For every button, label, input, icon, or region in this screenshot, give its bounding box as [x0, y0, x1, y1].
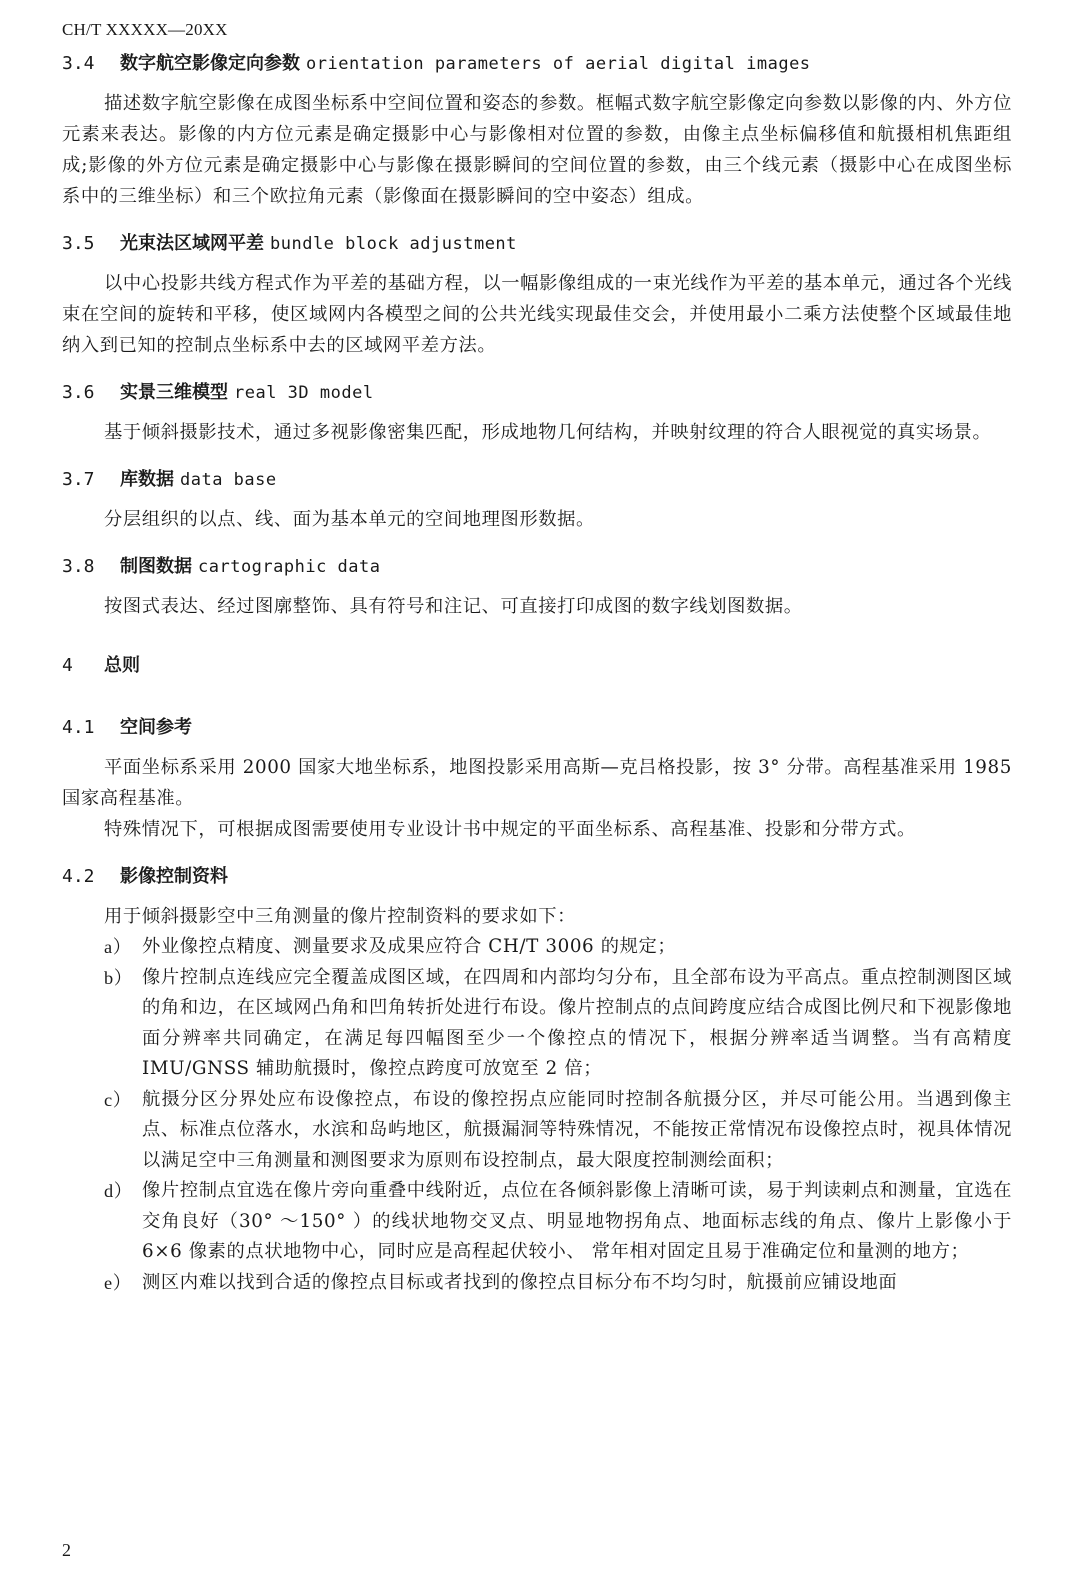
paragraph: 特殊情况下，可根据成图需要使用专业设计书中规定的平面坐标系、高程基准、投影和分带方式。 — [104, 819, 916, 840]
list-item-text: 航摄分区分界处应布设像控点，布设的像控拐点应能同时控制各航摄分区，并尽可能公用。当遇到像主点、标准点位落水，水滨和岛屿地区，航摄漏洞等特殊情况，不能按正常情况布设像控点时，视具体情况以满足空中三角测量和测图要求为原则布设控制点，最大限度控制测绘面积； — [142, 1088, 1012, 1171]
section-number: 3.8 — [62, 556, 95, 577]
list-marker: b） — [104, 967, 133, 988]
list-item-text: 测区内难以找到合适的像控点目标或者找到的像控点目标分布不均匀时，航摄前应铺设地面 — [142, 1271, 898, 1293]
list-item — [62, 1176, 1012, 1268]
list-intro: 用于倾斜摄影空中三角测量的像片控制资料的要求如下： — [104, 906, 577, 927]
document-body — [62, 50, 1012, 1298]
list-marker: c） — [104, 1089, 132, 1110]
paragraph: 分层组织的以点、线、面为基本单元的空间地理图形数据。 — [104, 509, 595, 530]
list-item-text: 像片控制点宜选在像片旁向重叠中线附近，点位在各倾斜影像上清晰可读，易于判读刺点和测量，宜选在交角良好（30° ～150° ）的线状地物交叉点、明显地物拐角点、地面标志线的角点、像片上影像小于 6×6 像素的点状地物中心，同时应是高程起伏较小、 常年相对固定且易于准确定位和量测的地方； — [142, 1180, 1012, 1262]
section-title-zh: 实景三维模型 — [120, 382, 228, 403]
section-title-zh: 库数据 — [120, 469, 174, 490]
list-item — [62, 932, 1012, 963]
page-number: 2 — [62, 1540, 71, 1560]
paragraph: 按图式表达、经过图廓整饰、具有符号和注记、可直接打印成图的数字线划图数据。 — [104, 596, 803, 617]
list-item — [62, 1085, 1012, 1177]
section-title-en: real 3D model — [234, 383, 374, 403]
paragraph: 平面坐标系采用 2000 国家大地坐标系，地图投影采用高斯—克吕格投影，按 3° 分带。高程基准采用 1985 国家高程基准。 — [62, 757, 1012, 809]
list-marker: d） — [104, 1181, 133, 1201]
list-item — [62, 1268, 1012, 1299]
section-number: 4.2 — [62, 866, 95, 887]
list-marker: e） — [104, 1272, 132, 1293]
section-title-zh: 空间参考 — [120, 717, 192, 738]
section-3-4-heading — [62, 50, 1012, 78]
section-number: 3.7 — [62, 469, 95, 490]
section-number: 3.5 — [62, 233, 95, 254]
section-4-2-heading — [62, 863, 1012, 891]
chapter-number: 4 — [62, 655, 73, 676]
paragraph: 基于倾斜摄影技术，通过多视影像密集匹配，形成地物几何结构，并映射纹理的符合人眼视觉的真实场景。 — [104, 422, 992, 443]
section-title-en: bundle block adjustment — [270, 234, 517, 254]
chapter-title: 总则 — [104, 655, 140, 676]
list-item-text: 外业像控点精度、测量要求及成果应符合 CH/T 3006 的规定； — [142, 936, 677, 957]
section-title-zh: 光束法区域网平差 — [120, 233, 264, 254]
section-title-zh: 制图数据 — [120, 556, 192, 577]
section-title-en: data base — [180, 470, 277, 490]
standard-code-header: CH/T XXXXX—20XX — [62, 20, 228, 39]
paragraph: 以中心投影共线方程式作为平差的基础方程，以一幅影像组成的一束光线作为平差的基本单元，通过各个光线束在空间的旋转和平移，使区域网内各模型之间的公共光线实现最佳交会，并使用最小二乘方法使整个区域最佳地纳入到已知的控制点坐标系中去的区域网平差方法。 — [62, 273, 1012, 356]
section-3-5-heading — [62, 230, 1012, 258]
section-number: 4.1 — [62, 717, 95, 738]
section-title-zh: 数字航空影像定向参数 — [120, 53, 300, 74]
section-title-zh: 影像控制资料 — [120, 866, 228, 887]
section-title-en: orientation parameters of aerial digital images — [306, 54, 811, 74]
chapter-4-heading — [62, 652, 1012, 686]
section-3-8-heading — [62, 553, 1012, 581]
section-3-7-heading — [62, 466, 1012, 494]
list-marker: a） — [104, 937, 132, 957]
section-number: 3.6 — [62, 382, 95, 403]
section-4-1-heading — [62, 714, 1012, 742]
section-number: 3.4 — [62, 53, 95, 74]
paragraph: 描述数字航空影像在成图坐标系中空间位置和姿态的参数。框幅式数字航空影像定向参数以影像的内、外方位元素来表达。影像的内方位元素是确定摄影中心与影像相对位置的参数，由像主点坐标偏移值和航摄相机焦距组成;影像的外方位元素是确定摄影中心与影像在摄影瞬间的空间位置的参数，由三个线元素（摄影中心在成图坐标系中的三维坐标）和三个欧拉角元素（影像面在摄影瞬间的空中姿态）组成。 — [62, 93, 1012, 207]
section-title-en: cartographic data — [198, 557, 381, 577]
section-3-6-heading — [62, 379, 1012, 407]
list-item — [62, 963, 1012, 1085]
list-item-text: 像片控制点连线应完全覆盖成图区域，在四周和内部均匀分布，且全部布设为平高点。重点控制测图区域的角和边，在区域网凸角和凹角转折处进行布设。像片控制点的点间跨度应结合成图比例尺和下视影像地面分辨率共同确定，在满足每四幅图至少一个像控点的情况下，根据分辨率适当调整。当有高精度 IMU/GNSS 辅助航摄时，像控点跨度可放宽至 2 倍； — [142, 966, 1012, 1079]
